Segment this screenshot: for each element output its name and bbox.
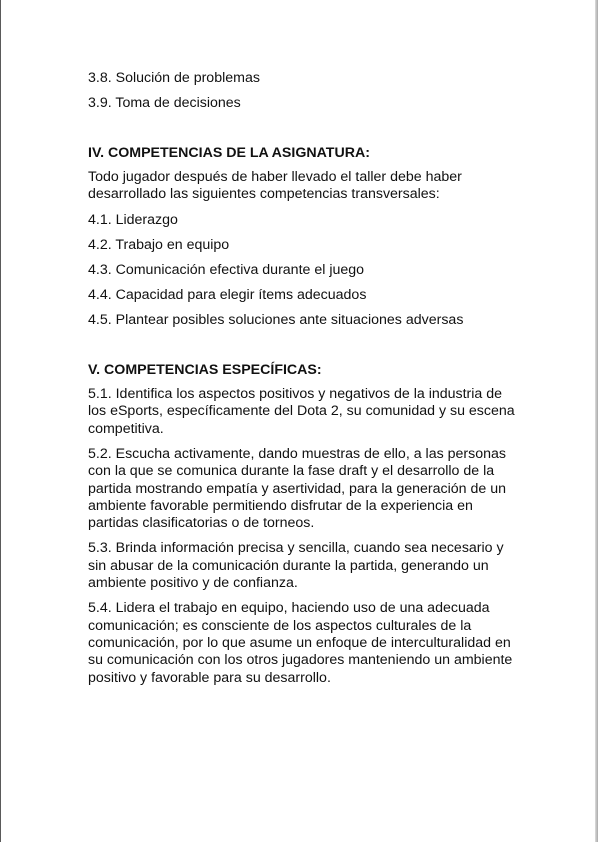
section-iv-heading: IV. COMPETENCIAS DE LA ASIGNATURA: [88, 144, 370, 161]
section-iv-intro [88, 169, 528, 204]
paragraph-line: partida mostrando empatía y asertividad, para la generación de un [88, 480, 506, 497]
page-content [88, 70, 528, 687]
paragraph-line: 5.4. Lidera el trabajo en equipo, haciendo uso de una adecuada [88, 600, 490, 617]
list-item-3-9: 3.9. Toma de decisiones [88, 95, 241, 112]
paragraph-line: competitiva. [88, 420, 164, 437]
paragraph-line: 5.2. Escucha activamente, dando muestras de ello, a las personas [88, 445, 506, 462]
paragraph-line: partidas clasificatorias o de torneos. [88, 515, 315, 532]
list-item-3-8: 3.8. Solución de problemas [88, 70, 260, 86]
paragraph-line: comunicación; es consciente de los aspectos culturales de la [88, 617, 472, 634]
paragraph-5-2 [88, 446, 528, 532]
paragraph-5-3 [88, 540, 528, 592]
list-item-4-4: 4.4. Capacidad para elegir ítems adecuados [88, 286, 367, 303]
section-v-heading: V. COMPETENCIAS ESPECÍFICAS: [88, 361, 322, 378]
paragraph-line: los eSports, específicamente del Dota 2, su comunidad y su escena [88, 403, 515, 420]
paragraph-line: ambiente positivo y de confianza. [88, 575, 298, 592]
paragraph-line: con la que se comunica durante la fase draft y el desarrollo de la [88, 463, 495, 480]
paragraph-line: positivo y favorable para su desarrollo. [88, 669, 331, 686]
list-item-4-5: 4.5. Plantear posibles soluciones ante situaciones adversas [88, 312, 464, 329]
paragraph-line: ambiente favorable permitiendo disfrutar de la experiencia en [88, 497, 473, 514]
list-item-4-3: 4.3. Comunicación efectiva durante el juego [88, 261, 365, 278]
paragraph-line: su comunicación con los otros jugadores manteniendo un ambiente [88, 652, 513, 669]
paragraph-5-1 [88, 386, 528, 438]
paragraph-line: 5.3. Brinda información precisa y sencilla, cuando sea necesario y [88, 540, 504, 557]
paragraph-line: 5.1. Identifica los aspectos positivos y negativos de la industria de [88, 386, 503, 403]
paragraph-5-4 [88, 600, 528, 686]
intro-line: Todo jugador después de haber llevado el taller debe haber [88, 169, 462, 186]
list-item-4-2: 4.2. Trabajo en equipo [88, 236, 230, 253]
intro-line: desarrollado las siguientes competencias transversales: [88, 186, 440, 203]
list-item-4-1: 4.1. Liderazgo [88, 211, 178, 228]
paragraph-line: comunicación, por lo que asume un enfoque de interculturalidad en [88, 634, 511, 651]
paragraph-line: sin abusar de la comunicación durante la partida, generando un [88, 557, 489, 574]
